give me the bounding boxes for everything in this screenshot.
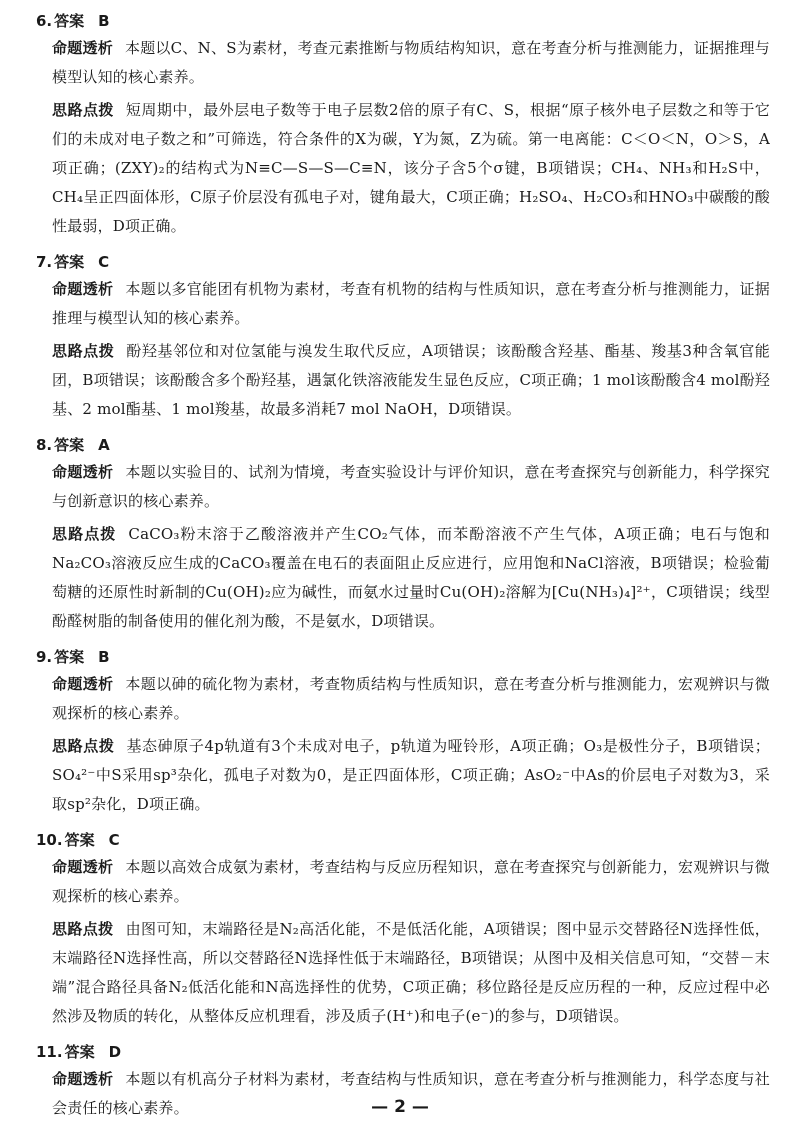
hint-text: CaCO₃粉末溶于乙酸溶液并产生CO₂气体，而苯酚溶液不产生气体，A项正确；电石与饱和Na₂CO₃溶液反应生成的CaCO₃覆盖在电石的表面阻止反应进行，应用饱和NaCl溶液，B项错误；检验葡萄糖的还原性时新制的Cu(OH)₂应为碱性，而氨水过量时Cu(OH)₂溶解为[Cu(NH₃)₄]²⁺，C项错误；线型酚醛树脂的制备使用的催化剂为酸，不是氨水，D项错误。 [52, 525, 770, 630]
hint-text: 酚羟基邻位和对位氢能与溴发生取代反应，A项错误；该酚酸含羟基、酯基、羧基3种含氧官能团，B项错误；该酚酸含多个酚羟基，遇氯化铁溶液能发生显色反应，C项正确；1 mol该酚酸含4 mol酚羟基、2 mol酯基、1 mol羧基，故最多消耗7 mol NaOH，D项错误。 [52, 342, 770, 418]
question-6 [36, 8, 770, 241]
question-number: 10. [36, 831, 63, 849]
hint-label: 思路点拨 [52, 342, 115, 360]
answer-header [36, 1039, 770, 1065]
intent-label: 命题透析 [52, 39, 113, 57]
answer-label: 答案 [54, 12, 85, 30]
intent-text: 本题以砷的硫化物为素材，考查物质结构与性质知识，意在考查分析与推测能力，宏观辨识与微观探析的核心素养。 [52, 675, 770, 722]
answer-header [36, 8, 770, 34]
page-number: — 2 — [371, 1097, 429, 1117]
answer-label: 答案 [64, 831, 95, 849]
hint-block [52, 915, 770, 1031]
answer-label: 答案 [54, 648, 85, 666]
answer-label: 答案 [64, 1043, 95, 1061]
intent-label: 命题透析 [52, 675, 114, 693]
answer-value: C [98, 253, 110, 271]
hint-label: 思路点拨 [52, 920, 114, 938]
intent-block [52, 458, 770, 516]
question-7 [36, 249, 770, 424]
answer-value: D [108, 1043, 122, 1061]
hint-label: 思路点拨 [52, 101, 114, 119]
question-10 [36, 827, 770, 1031]
question-number: 6. [36, 12, 53, 30]
question-number: 8. [36, 436, 53, 454]
intent-block [52, 275, 770, 333]
question-number: 7. [36, 253, 53, 271]
hint-text: 基态砷原子4p轨道有3个未成对电子，p轨道为哑铃形，A项正确；O₃是极性分子，B项错误；SO₄²⁻中S采用sp³杂化，孤电子对数为0，是正四面体形，C项正确；AsO₂⁻中As的价层电子对数为3，采取sp²杂化，D项正确。 [52, 737, 770, 813]
answer-value: B [98, 648, 110, 666]
intent-block [52, 853, 770, 911]
intent-label: 命题透析 [52, 280, 114, 298]
answer-value: A [98, 436, 110, 454]
intent-text: 本题以多官能团有机物为素材，考查有机物的结构与性质知识，意在考查分析与推测能力，证据推理与模型认知的核心素养。 [52, 280, 770, 327]
hint-block [52, 96, 770, 241]
hint-label: 思路点拨 [52, 737, 115, 755]
intent-block [52, 670, 770, 728]
hint-block [52, 732, 770, 819]
hint-block [52, 520, 770, 636]
answer-label: 答案 [54, 253, 85, 271]
answer-value: C [108, 831, 120, 849]
intent-label: 命题透析 [52, 1070, 114, 1088]
answer-header [36, 827, 770, 853]
question-9 [36, 644, 770, 819]
intent-label: 命题透析 [52, 463, 114, 481]
intent-block [52, 34, 770, 92]
hint-text: 短周期中，最外层电子数等于电子层数2倍的原子有C、S，根据“原子核外电子层数之和等于它们的未成对电子数之和”可筛选，符合条件的X为碳，Y为氮，Z为硫。第一电离能：C＜O＜N，O＞S，A项正确；(ZXY)₂的结构式为N≡C—S—S—C≡N，该分子含5个σ键，B项错误；CH₄、NH₃和H₂S中，CH₄呈正四面体形，C原子价层没有孤电子对，键角最大，C项正确；H₂SO₄、H₂CO₃和HNO₃中碳酸的酸性最弱，D项正确。 [52, 101, 770, 235]
answer-header [36, 249, 770, 275]
answer-header [36, 644, 770, 670]
answer-header [36, 432, 770, 458]
intent-text: 本题以有机高分子材料为素材，考查结构与性质知识，意在考查分析与推测能力，科学态度与社会责任的核心素养。 [52, 1070, 770, 1117]
question-number: 11. [36, 1043, 63, 1061]
answer-value: B [98, 12, 110, 30]
intent-label: 命题透析 [52, 858, 114, 876]
question-number: 9. [36, 648, 53, 666]
intent-text: 本题以高效合成氨为素材，考查结构与反应历程知识，意在考查探究与创新能力，宏观辨识与微观探析的核心素养。 [52, 858, 770, 905]
answer-label: 答案 [54, 436, 85, 454]
question-8 [36, 432, 770, 636]
intent-text: 本题以实验目的、试剂为情境，考查实验设计与评价知识，意在考查探究与创新能力，科学探究与创新意识的核心素养。 [52, 463, 770, 510]
intent-text: 本题以C、N、S为素材，考查元素推断与物质结构知识，意在考查分析与推测能力，证据推理与模型认知的核心素养。 [52, 39, 770, 86]
hint-block [52, 337, 770, 424]
hint-label: 思路点拨 [52, 525, 117, 543]
hint-text: 由图可知，末端路径是N₂高活化能，不是低活化能，A项错误；图中显示交替路径N选择性低，末端路径N选择性高，所以交替路径N选择性低于末端路径，B项错误；从图中及相关信息可知，“交替－末端”混合路径具备N₂低活化能和N高选择性的优势，C项正确；移位路径是反应历程的一种，反应过程中必然涉及物质的转化，从整体反应机理看，涉及质子(H⁺)和电子(e⁻)的参与，D项错误。 [52, 920, 770, 1025]
